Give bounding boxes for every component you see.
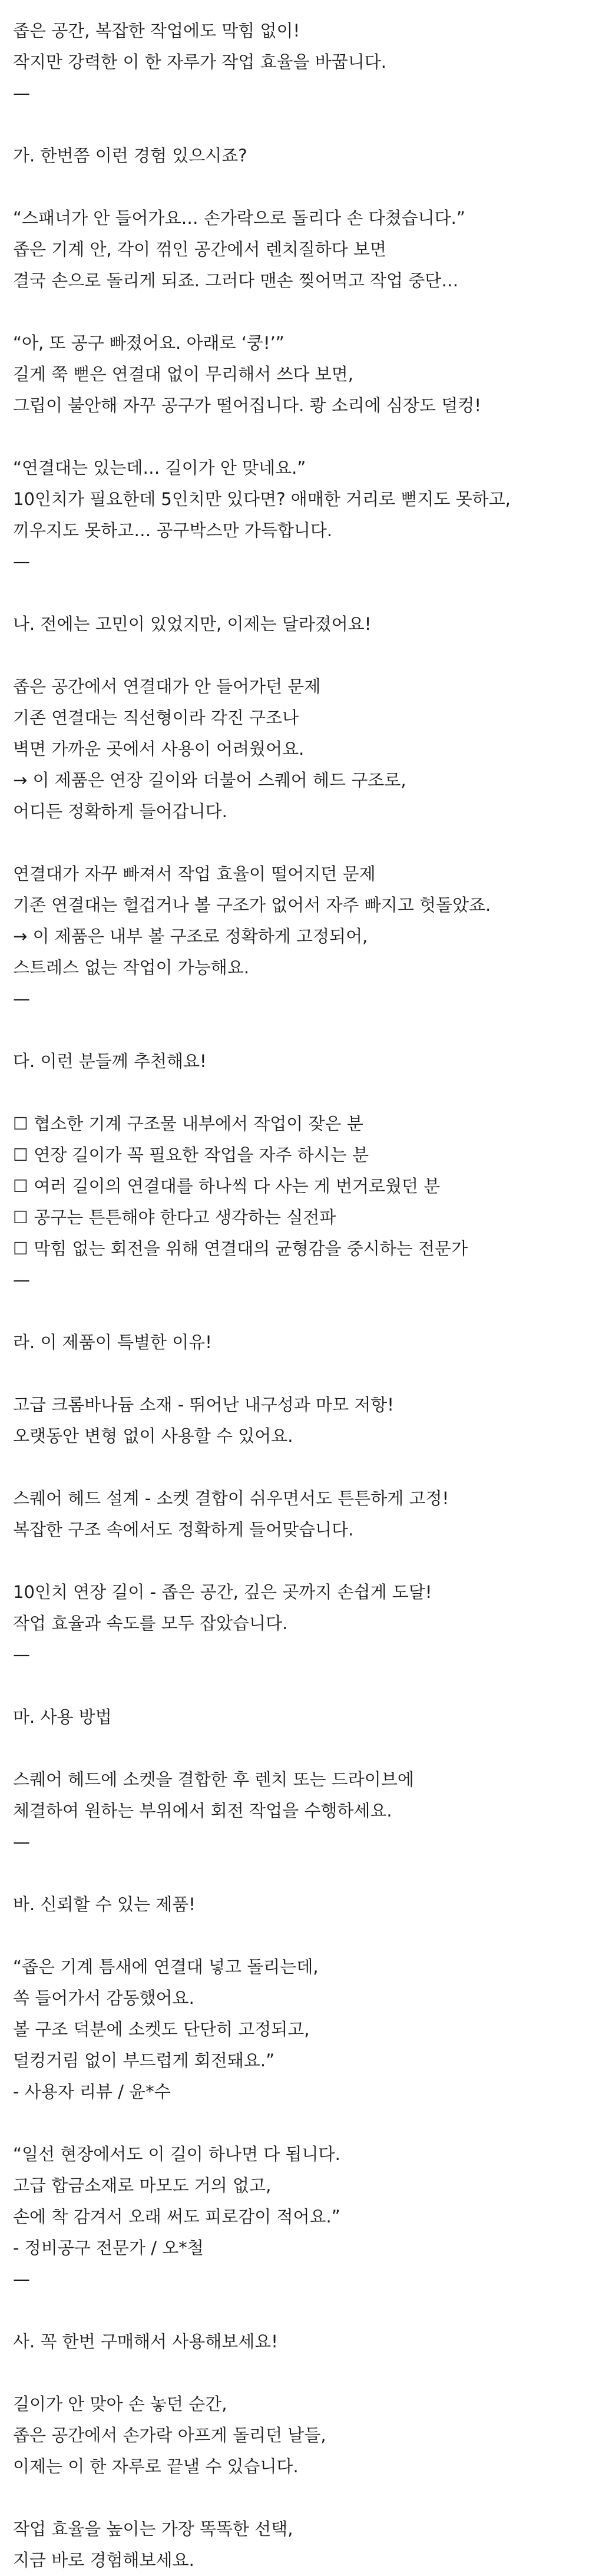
paragraph (13, 1764, 589, 1827)
text-line: → 이 제품은 연장 길이와 더불어 스퀘어 헤드 구조로, (13, 770, 406, 790)
text-line: ☐ 공구는 튼튼해야 한다고 생각하는 실전파 (13, 1207, 336, 1227)
text-line: 손에 착 감겨서 오래 써도 피로감이 적어요.” (13, 2207, 340, 2227)
paragraph (13, 2514, 589, 2576)
section-divider: — (13, 989, 30, 1009)
text-line: 연결대가 자꾸 빠져서 작업 효율이 떨어지던 문제 (13, 864, 376, 884)
text-line: 오랫동안 변형 없이 사용할 수 있어요. (13, 1426, 293, 1446)
text-line: 기존 연결대는 직선형이라 각진 구조나 (13, 708, 299, 728)
section-heading: 가. 한번쯤 이런 경험 있으시죠? (13, 146, 247, 166)
section (13, 1046, 589, 1327)
text-line: ☐ 여러 길이의 연결대를 하나씩 다 사는 게 번거로웠던 분 (13, 1176, 441, 1196)
section-divider: — (13, 1644, 30, 1665)
text-line: 볼 구조 덕분에 소켓도 단단히 고정되고, (13, 2019, 310, 2039)
section (13, 609, 589, 1046)
section-divider: — (13, 2269, 30, 2289)
text-line: 이제는 이 한 자루로 끝낼 수 있습니다. (13, 2456, 299, 2476)
text-line: 작업 효율을 높이는 가장 똑똑한 선택, (13, 2519, 293, 2539)
section-heading: 나. 전에는 고민이 있었지만, 이제는 달라졌어요! (13, 614, 372, 634)
text-line: 그립이 불안해 자꾸 공구가 떨어집니다. 쾅 소리에 심장도 덜컹! (13, 395, 481, 415)
paragraph (13, 2139, 589, 2264)
paragraph (13, 671, 589, 827)
section (13, 1702, 589, 1889)
paragraph (13, 203, 589, 296)
text-line: “스패너가 안 들어가요… 손가락으로 돌리다 손 다쳤습니다.” (13, 208, 465, 228)
text-line: 고급 합금소재로 마모도 거의 없고, (13, 2175, 272, 2195)
intro-line: 좁은 공간, 복잡한 작업에도 막힘 없이! (13, 21, 300, 41)
text-line: 스트레스 없는 작업이 가능해요. (13, 957, 250, 977)
text-line: 기존 연결대는 헐겁거나 볼 구조가 없어서 자주 빠지고 헛돌았죠. (13, 895, 491, 915)
text-line: 좁은 공간에서 연결대가 안 들어가던 문제 (13, 676, 321, 696)
text-line: 복잡한 구조 속에서도 정확하게 들어맞습니다. (13, 1520, 354, 1540)
paragraph (13, 1483, 589, 1545)
paragraph (13, 1108, 589, 1264)
text-line: 10인치가 필요한데 5인치만 있다면? 애매한 거리로 뻗지도 못하고, (13, 489, 511, 509)
section (13, 2326, 589, 2576)
text-line: - 정비공구 전문가 / 오*철 (13, 2238, 204, 2258)
text-line: 결국 손으로 돌리게 되죠. 그러다 맨손 찢어먹고 작업 중단… (13, 270, 459, 290)
paragraph (13, 1389, 589, 1452)
section-heading: 마. 사용 방법 (13, 1707, 112, 1727)
sections-container (13, 140, 589, 2576)
text-line: - 사용자 리뷰 / 윤*수 (13, 2082, 171, 2102)
text-line: 스퀘어 헤드에 소켓을 결합한 후 렌치 또는 드라이브에 (13, 1769, 414, 1789)
text-line: 고급 크롬바나듐 소재 - 뛰어난 내구성과 마모 저항! (13, 1395, 394, 1415)
text-line: “좁은 기계 틈새에 연결대 넣고 돌리는데, (13, 1957, 319, 1977)
intro-line: 작지만 강력한 이 한 자루가 작업 효율을 바꿉니다. (13, 52, 387, 72)
text-line: → 이 제품은 내부 볼 구조로 정확하게 고정되어, (13, 926, 368, 946)
section (13, 1327, 589, 1702)
section (13, 1889, 589, 2326)
section-divider: — (13, 1832, 30, 1852)
text-line: 길이가 안 맞아 손 놓던 순간, (13, 2394, 227, 2414)
paragraph (13, 453, 589, 546)
text-line: “아, 또 공구 빠졌어요. 아래로 ‘쿵!’” (13, 333, 284, 353)
text-line: “연결대는 있는데… 길이가 안 맞네요.” (13, 458, 306, 478)
text-line: 스퀘어 헤드 설계 - 소켓 결합이 쉬우면서도 튼튼하게 고정! (13, 1488, 449, 1508)
text-line: ☐ 협소한 기계 구조물 내부에서 작업이 잦은 분 (13, 1114, 363, 1134)
section-divider: — (13, 551, 30, 572)
text-line: 작업 효율과 속도를 모두 잡았습니다. (13, 1613, 288, 1633)
paragraph (13, 1951, 589, 2108)
text-line: 좁은 기계 안, 각이 꺾인 공간에서 렌치질하다 보면 (13, 239, 387, 259)
text-line: 끼우지도 못하고… 공구박스만 가득합니다. (13, 520, 333, 540)
paragraph (13, 1577, 589, 1639)
section-divider: — (13, 83, 30, 103)
section (13, 140, 589, 609)
text-line: 10인치 연장 길이 - 좁은 공간, 깊은 곳까지 손쉽게 도달! (13, 1582, 432, 1602)
paragraph (13, 858, 589, 983)
section-heading: 다. 이런 분들께 추천해요! (13, 1051, 207, 1071)
section-heading: 사. 꼭 한번 구매해서 사용해보세요! (13, 2331, 278, 2352)
text-line: “일선 현장에서도 이 길이 하나면 다 됩니다. (13, 2144, 340, 2164)
text-line: ☐ 막힘 없는 회전을 위해 연결대의 균형감을 중시하는 전문가 (13, 1239, 468, 1259)
text-line: 체결하여 원하는 부위에서 회전 작업을 수행하세요. (13, 1801, 392, 1821)
text-line: 덜컹거림 없이 부드럽게 회전돼요.” (13, 2050, 275, 2070)
section-heading: 바. 신뢰할 수 있는 제품! (13, 1894, 196, 1914)
text-line: 벽면 가까운 곳에서 사용이 어려웠어요. (13, 739, 305, 759)
text-line: 좁은 공간에서 손가락 아프게 돌리던 날들, (13, 2425, 326, 2445)
section-heading: 라. 이 제품이 특별한 이유! (13, 1332, 212, 1352)
paragraph (13, 2389, 589, 2482)
text-line: ☐ 연장 길이가 꼭 필요한 작업을 자주 하시는 분 (13, 1145, 369, 1165)
section-divider: — (13, 1270, 30, 1290)
text-line: 지금 바로 경험해보세요. (13, 2550, 194, 2570)
paragraph (13, 328, 589, 421)
text-line: 쏙 들어가서 감동했어요. (13, 1988, 194, 2008)
text-line: 어디든 정확하게 들어갑니다. (13, 801, 227, 821)
text-line: 길게 쭉 뻗은 연결대 없이 무리해서 쓰다 보면, (13, 364, 353, 384)
